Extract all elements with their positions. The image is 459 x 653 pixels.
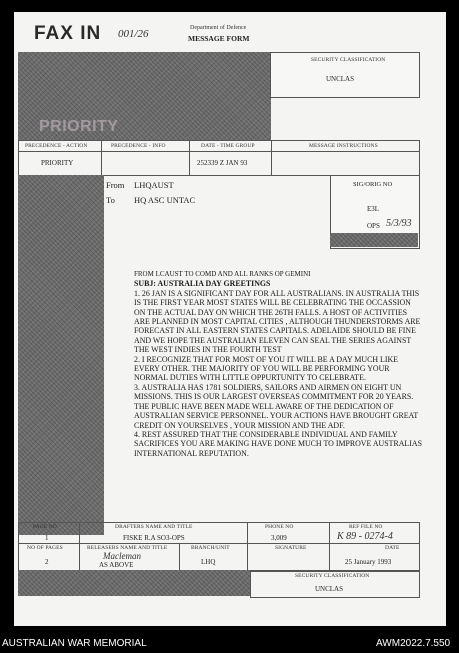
drafter-value: FISKE R.A SO3-OPS bbox=[123, 534, 185, 542]
to-label: To bbox=[106, 195, 115, 205]
bottom-details-table bbox=[18, 522, 420, 572]
message-paragraph: 2. I RECOGNIZE THAT FOR MOST OF YOU IT WILL BE A DAY MUCH LIKE EVERY OTHER. THE MAJORITY OF YOU WILL BE PERFORMING YOUR NORMAL DUTIES WITH LITTLE OPPURTUNITY TO CELEBRATE. bbox=[134, 354, 398, 383]
page-no-label: PAGE NO bbox=[33, 524, 57, 530]
from-label: From bbox=[106, 180, 125, 190]
from-value: LHQAUST bbox=[134, 180, 174, 190]
dtg-value: 252339 Z JAN 93 bbox=[197, 159, 248, 167]
shaded-left-column bbox=[18, 175, 104, 535]
bottom-security-box bbox=[250, 570, 420, 598]
shaded-bottom-block bbox=[18, 570, 250, 596]
security-label: SECURITY CLASSIFICATION bbox=[311, 57, 386, 63]
page-no-value: 1 bbox=[45, 534, 49, 542]
bottom-security-value: UNCLAS bbox=[315, 585, 344, 593]
department-label: Department of Defence bbox=[190, 25, 247, 31]
drafter-label: DRAFTERS NAME AND TITLE bbox=[115, 524, 193, 530]
sig-orig-label: SIG/ORIG NO bbox=[353, 181, 393, 188]
ops-label: OPS bbox=[367, 222, 380, 230]
bottom-security-label: SECURITY CLASSIFICATION bbox=[295, 573, 370, 579]
sig-orig-value: E3L bbox=[367, 205, 380, 213]
phone-label: PHONE NO bbox=[265, 524, 294, 530]
dtg-label: DATE - TIME GROUP bbox=[201, 143, 255, 149]
message-paragraph: 1. 26 JAN IS A SIGNIFICANT DAY FOR ALL AUSTRALIANS. IN AUSTRALIA THIS IS THE FIRST YEAR MOST STATES WILL BE CELEBRATING THE OCCASSION ON THE ACTUAL DAY ON WHICH THE 26TH FALLS. A HOST OF ACTIVITIES ARE PLANNED IN MOST CAPITAL CITIES , ALTHOUGH THUNDERSTORMS ARE FORECAST IN ALL EASTERN STATES CAPITALS. ADELAIDE SHOULD BE FINE AND WE HOPE THE AUSTRALIAN ELEVEN CAN SEAL THE SERIES AGAINST THE WEST INDIES IN THE FOURTH TEST bbox=[134, 288, 421, 355]
fax-document bbox=[14, 12, 446, 626]
fax-number: 001/26 bbox=[118, 28, 149, 40]
signature-label: SIGNATURE bbox=[275, 545, 307, 551]
ref-file-label: REF FILE NO bbox=[349, 524, 383, 530]
archive-reference: AWM2022.7.550 bbox=[376, 638, 451, 649]
fax-in-stamp: FAX IN bbox=[34, 23, 102, 44]
date-label: DATE bbox=[385, 545, 400, 551]
ops-date: 5/3/93 bbox=[386, 218, 412, 229]
releaser-value: AS ABOVE bbox=[99, 561, 134, 569]
ref-file-value: K 89 - 0274-4 bbox=[337, 531, 393, 542]
message-body bbox=[134, 270, 424, 458]
date-value: 25 January 1993 bbox=[345, 558, 392, 566]
message-paragraph: 4. REST ASSURED THAT THE CONSIDERABLE INDIVIDUAL AND FAMILY SACRIFICES YOU ARE MAKING HAVE DONE MUCH TO IMPROVE AUSTRALIAS INTERNATIONAL REPUTATION. bbox=[134, 429, 422, 458]
message-paragraph: 3. AUSTRALIA HAS 1781 SOLDIERS, SAILORS AND AIRMEN ON EIGHT UN MISSIONS. THIS IS OUR LARGEST OVERSEAS COMMITMENT FOR 20 YEARS. THE PUBLIC HAVE BEEN MADE WELL AWARE OF THE DEDICATION OF AUSTRALIAN SERVICE PERSONNEL. YOUR ACTIONS HAVE BROUGHT GREAT CREDIT ON YOURSELVES , YOUR MISSION AND THE ADF. bbox=[134, 382, 419, 430]
no-of-pages-value: 2 bbox=[45, 558, 49, 566]
message-subject: SUBJ: AUSTRALIA DAY GREETINGS bbox=[134, 279, 271, 289]
precedence-action-value: PRIORITY bbox=[41, 159, 74, 167]
archive-name: AUSTRALIAN WAR MEMORIAL bbox=[2, 638, 147, 649]
no-of-pages-label: NO OF PAGES bbox=[27, 545, 63, 551]
precedence-action-label: PRECEDENCE - ACTION bbox=[25, 143, 88, 149]
releaser-handwritten: Macleman bbox=[103, 551, 141, 561]
message-instructions-label: MESSAGE INSTRUCTIONS bbox=[309, 143, 378, 149]
security-value: UNCLAS bbox=[326, 75, 355, 83]
shaded-sig-bar bbox=[330, 233, 418, 247]
archive-footer bbox=[0, 636, 459, 653]
releaser-label: RELEASERS NAME AND TITLE bbox=[87, 545, 168, 551]
branch-unit-label: BRANCH/UNIT bbox=[191, 545, 230, 551]
priority-stamp: PRIORITY bbox=[39, 118, 119, 135]
message-intro: FROM LCAUST TO COMD AND ALL RANKS OP GEMINI bbox=[134, 270, 311, 278]
phone-value: 3,009 bbox=[271, 534, 287, 542]
security-classification-box bbox=[270, 52, 420, 98]
precedence-row bbox=[18, 140, 420, 176]
to-value: HQ ASC UNTAC bbox=[134, 195, 196, 205]
precedence-info-label: PRECEDENCE - INFO bbox=[111, 143, 166, 149]
branch-unit-value: LHQ bbox=[201, 558, 216, 566]
form-title: MESSAGE FORM bbox=[188, 34, 250, 43]
